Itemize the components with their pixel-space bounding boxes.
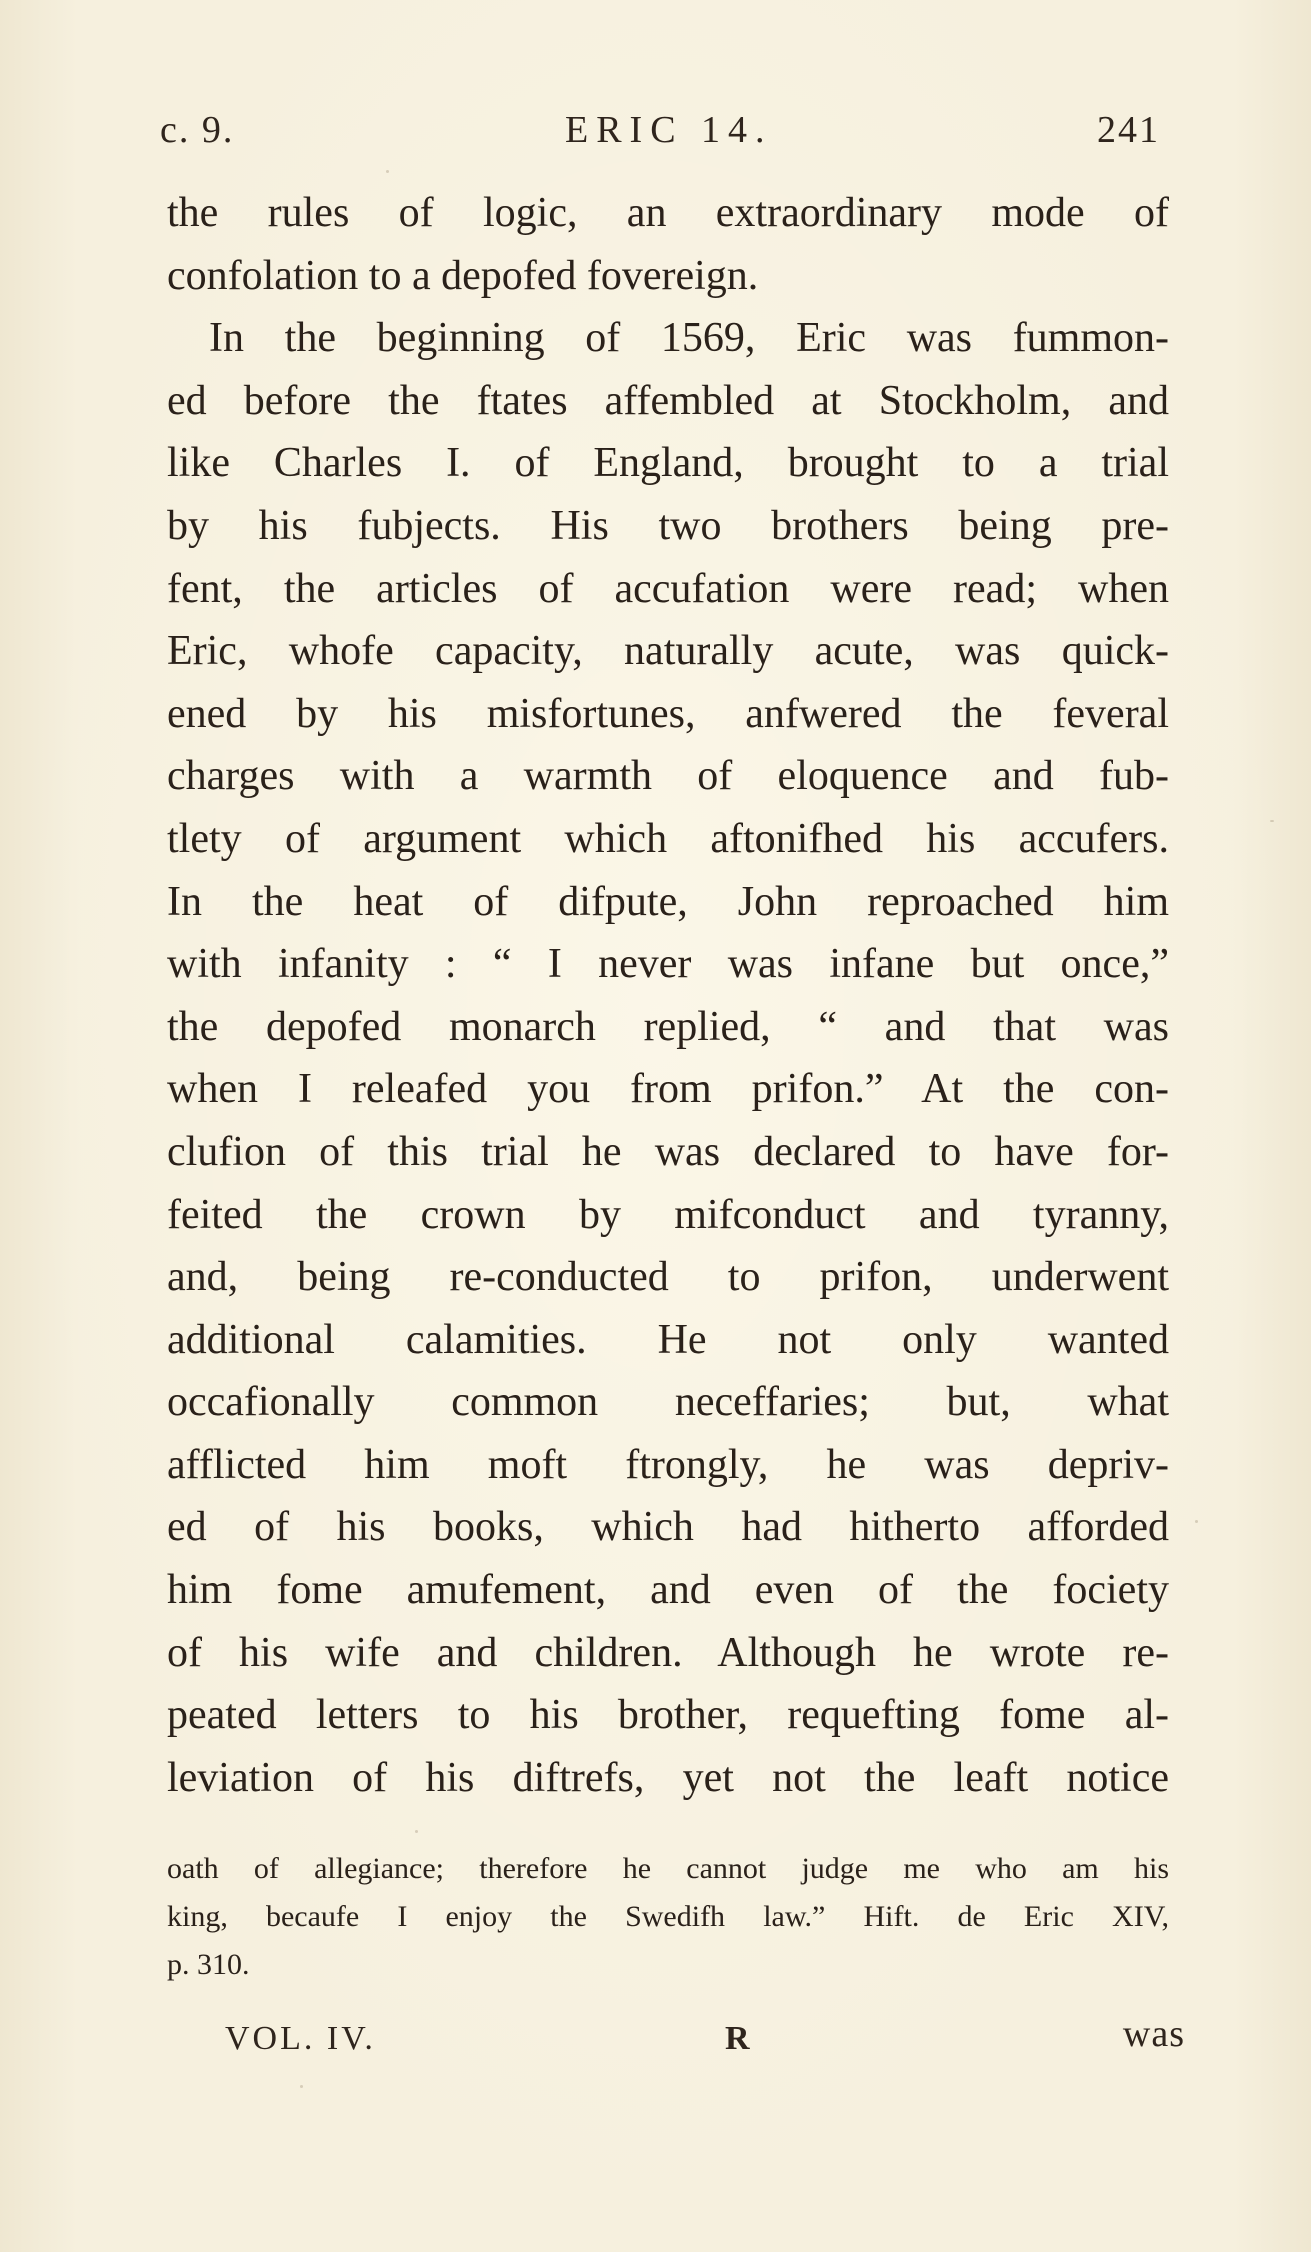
body-line: occafionally common neceffaries; but, what (167, 1379, 1169, 1426)
body-line: and, being re-conducted to prifon, underwent (167, 1254, 1169, 1301)
body-line: him fome amufement, and even of the fociety (167, 1567, 1169, 1614)
paper-speck (300, 2085, 303, 2088)
body-line: ened by his misfortunes, anfwered the feveral (167, 690, 1169, 737)
paper-speck (415, 1830, 418, 1833)
body-line: the rules of logic, an extraordinary mode of (167, 190, 1169, 236)
body-line: like Charles I. of England, brought to a trial (167, 440, 1169, 487)
volume-signature: VOL. IV. (225, 2020, 376, 2057)
body-line: confolation to a depofed fovereign. (167, 252, 759, 299)
signature-mark: R (725, 2020, 753, 2057)
body-line: peated letters to his brother, requefting fome al- (167, 1692, 1169, 1739)
body-line: In the beginning of 1569, Eric was fummon- (209, 315, 1169, 362)
body-line: ed before the ftates affembled at Stockholm, and (167, 377, 1169, 424)
body-line: of his wife and children. Although he wrote re- (167, 1629, 1169, 1676)
catchword: was (1122, 2013, 1185, 2055)
body-line: with infanity : “ I never was infane but once,” (167, 941, 1169, 988)
paper-speck (1195, 1520, 1198, 1523)
footnote-line: p. 310. (167, 1948, 250, 1981)
footnote-line: king, becaufe I enjoy the Swedifh law.” Hift. de Eric XIV, (167, 1900, 1169, 1933)
running-head (160, 108, 1160, 168)
body-line: In the heat of difpute, John reproached him (167, 878, 1169, 925)
body-line: clufion of this trial he was declared to have for- (167, 1128, 1169, 1175)
body-line: fent, the articles of accufation were read; when (167, 565, 1169, 612)
paper-speck (1270, 820, 1274, 822)
footnote-line: oath of allegiance; therefore he cannot judge me who am his (167, 1852, 1169, 1885)
body-line: feited the crown by mifconduct and tyranny, (167, 1191, 1169, 1238)
paper-speck (386, 170, 389, 173)
running-title: ERIC 14. (565, 109, 773, 151)
chapter-reference: c. 9. (160, 109, 235, 151)
body-line: tlety of argument which aftonifhed his accufers. (167, 815, 1169, 862)
body-line: afflicted him moft ftrongly, he was depriv- (167, 1441, 1169, 1488)
body-line: Eric, whofe capacity, naturally acute, was quick- (167, 628, 1169, 675)
body-line: additional calamities. He not only wanted (167, 1316, 1169, 1363)
page-number: 241 (1097, 109, 1160, 151)
footnote (167, 1845, 1169, 1989)
body-line: by his fubjects. His two brothers being pre- (167, 502, 1169, 549)
body-text (167, 182, 1169, 1809)
body-line: ed of his books, which had hitherto afforded (167, 1504, 1169, 1551)
page-footer (225, 2013, 1185, 2070)
body-line: when I releafed you from prifon.” At the con- (167, 1066, 1169, 1113)
body-line: charges with a warmth of eloquence and fub- (167, 753, 1169, 800)
body-line: the depofed monarch replied, “ and that was (167, 1003, 1169, 1050)
body-line: leviation of his diftrefs, yet not the leaft notice (167, 1754, 1169, 1801)
